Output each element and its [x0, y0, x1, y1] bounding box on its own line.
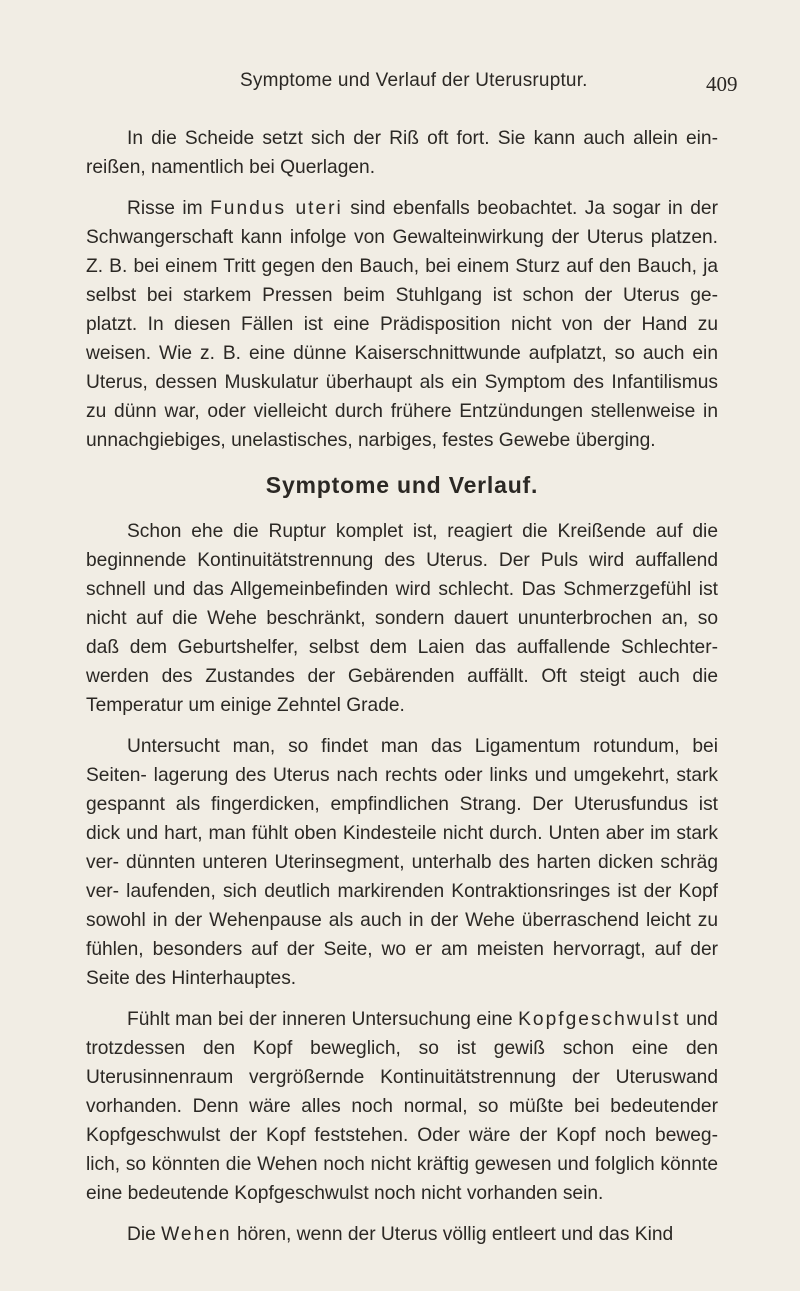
- paragraph-6-rest: hören, wenn der Uterus völlig entleert und das Kind: [236, 1224, 674, 1245]
- paragraph-2-lead: Risse im: [127, 198, 203, 219]
- section-heading: Symptome und Verlauf.: [265, 472, 539, 498]
- paragraph-2: [86, 194, 718, 455]
- paragraph-5-lead: Fühlt man bei der inneren Untersuchung eine: [127, 1009, 513, 1030]
- paragraph-4: Untersucht man, so findet man das Ligamentum rotundum, bei Seiten- lagerung des Uterus nach rechts oder links und umgekehrt, stark gespannt als fingerdicken, empfindlichen Strang. Der Uterusfundus ist dick und hart, man fühlt oben Kindesteile nicht durch. Unten aber im stark ver- dünnten unteren Uterinsegment, unterhalb des harten dicken schräg ver- laufenden, sich deutlich markirenden Kontraktionsringes ist der Kopf sowohl in der Wehenpause als auch in der Wehe überraschend leicht zu fühlen, besonders auf der Seite, wo er am meisten hervorragt, auf der Seite des Hinterhauptes.: [86, 736, 718, 989]
- page-number: 409: [706, 72, 738, 96]
- emphasis-kopfgeschwulst: Kopfgeschwulst: [518, 1009, 681, 1030]
- emphasis-wehen: Wehen: [161, 1224, 232, 1245]
- paragraph-1: In die Scheide setzt sich der Riß oft fort. Sie kann auch allein ein- reißen, namentlich bei Querlagen.: [86, 128, 718, 178]
- emphasis-fundus-uteri: Fundus uteri: [210, 198, 343, 219]
- page-body: [86, 124, 718, 1249]
- paragraph-3: Schon ehe die Ruptur komplet ist, reagiert die Kreißende auf die beginnende Kontinuitätstrennung des Uterus. Der Puls wird auffallend schnell und das Allgemeinbefinden wird schlecht. Das Schmerzgefühl ist nicht auf die Wehe beschränkt, sondern dauert ununterbrochen an, so daß dem Geburtshelfer, selbst dem Laien das auffallende Schlechter- werden des Zustandes der Gebärenden auffällt. Oft steigt auch die Temperatur um einige Zehntel Grade.: [86, 521, 718, 716]
- paragraph-6-lead: Die: [127, 1224, 156, 1245]
- paragraph-5: [86, 1005, 718, 1208]
- paragraph-6: [86, 1220, 718, 1249]
- running-header: [0, 70, 800, 104]
- paragraph-5-rest: und trotzdessen den Kopf beweglich, so ist gewiß schon eine den Uterusinnenraum vergrößernde Kontinuitätstrennung der Uteruswand vorhanden. Denn wäre alles noch normal, so müßte bei bedeutender Kopfgeschwulst der Kopf feststehen. Oder wäre der Kopf noch beweg- lich, so könnten die Wehen noch nicht kräftig gewesen und folglich könnte eine bedeutende Kopfgeschwulst noch nicht vorhanden sein.: [86, 1009, 718, 1204]
- paragraph-2-rest: sind ebenfalls beobachtet. Ja sogar in der Schwangerschaft kann infolge von Gewalteinwirkung der Uterus platzen. Z. B. bei einem Tritt gegen den Bauch, bei einem Sturz auf den Bauch, ja selbst bei starkem Pressen beim Stuhlgang ist schon der Uterus ge- platzt. In diesen Fällen ist eine Prädisposition nicht von der Hand zu weisen. Wie z. B. eine dünne Kaiserschnittwunde aufplatzt, so auch ein Uterus, dessen Muskulatur überhaupt als ein Symptom des Infantilismus zu dünn war, oder vielleicht durch frühere Entzündungen stellenweise in unnachgiebiges, unelastisches, narbiges, festes Gewebe überging.: [86, 198, 718, 451]
- running-title: Symptome und Verlauf der Uterusruptur.: [240, 70, 588, 91]
